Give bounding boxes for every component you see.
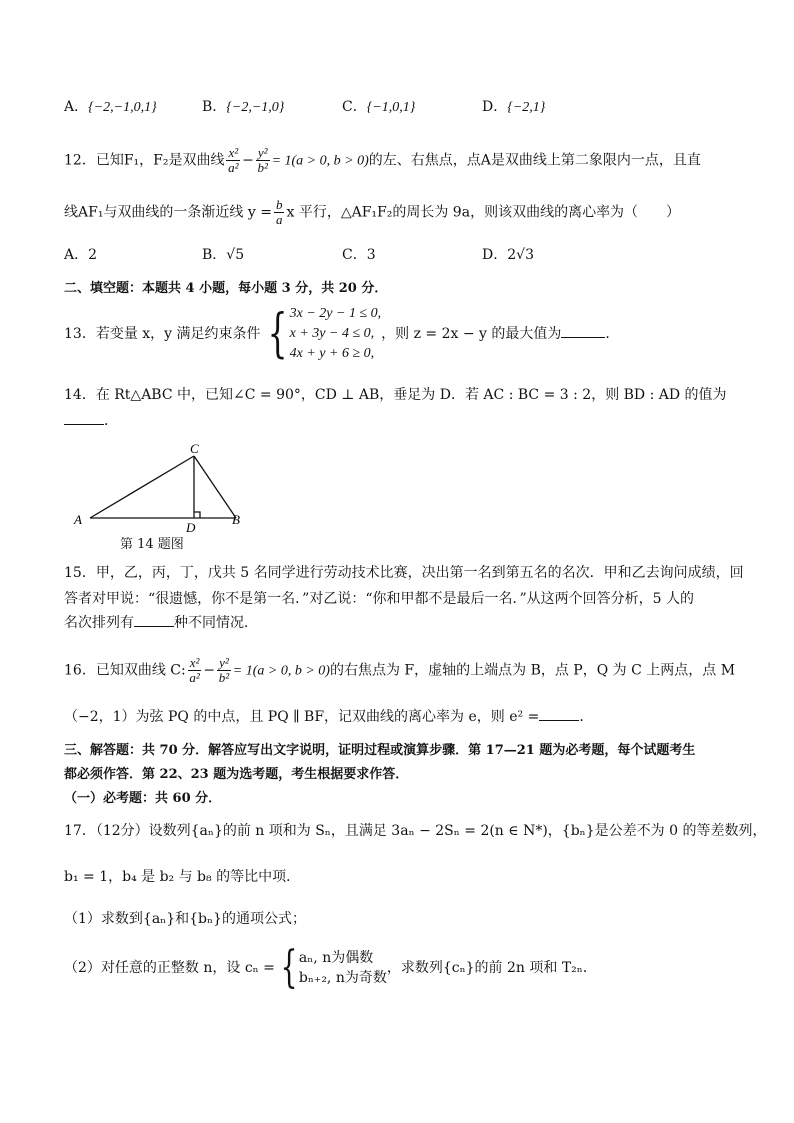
q11-option-a: A．{−2,−1,0,1} [64,99,157,115]
q17-part1: （1）求数到{aₙ}和{bₙ}的通项公式； [64,911,306,927]
q12-option-b: B．√5 [202,247,245,263]
q17-brace: { [280,942,298,993]
q14-answer-blank[interactable] [64,412,104,425]
q12-option-d: D．2√3 [482,247,534,263]
q12-fraction-y: $\frac{\text{y²}}{\text{b²}}$ [257,145,268,175]
q16-line1: 16．已知双曲线 C: $\frac{\text{x²}}{\text{a²}}$ − $\frac{\text{y²}}{\text{b²}}$ = 1(a > 0, b > 0)的右焦点为 F，虚轴的上端点为 B，点 P，Q 为 C 上两点，点 M [64,655,736,685]
right-angle-mark [194,512,200,518]
q17-line1: 17．（12分）设数列{aₙ}的前 n 项和为 Sₙ，且满足 3aₙ − 2Sₙ = 2(n ∈ N*)，{bₙ}是公差不为 0 的等差数列， [64,823,767,839]
q12-fraction-x: $\frac{\text{x²}}{\text{a²}}$ [228,145,239,175]
label-b: B [232,512,240,527]
q17-part2: （2）对任意的正整数 n，设 cₙ = { aₙ, n为偶数 bₙ₊₂, n为奇数 ，求数列{cₙ}的前 2n 项和 T₂ₙ． [64,942,597,993]
q12-option-c: C．3 [342,247,376,263]
q11-option-b: B．{−2,−1,0} [202,99,285,115]
q14-figure-caption: 第 14 题图 [120,537,184,552]
label-c: C [190,441,199,456]
q11-option-c: C．{−1,0,1} [342,99,416,115]
q17-line2: b₁ = 1，b₄ 是 b₂ 与 b₈ 的等比中项． [64,869,301,885]
q15-line1: 15．甲，乙，丙，丁，戊共 5 名同学进行劳动技术比赛，决出第一名到第五名的名次．甲和乙去询问成绩，回 [64,565,744,581]
q16-fraction-y: $\frac{\text{y²}}{\text{b²}}$ [218,655,230,685]
q14-line2: ． [64,412,118,430]
side-bc [194,456,236,518]
section3-line3: （一）必考题：共 60 分． [64,791,222,806]
q11-option-d: D．{−2,1} [482,99,546,115]
label-d: D [186,520,196,535]
section3-line2: 都必须作答．第 22、23 题为选考题，考生根据要求作答． [64,767,409,782]
section2-heading: 二、填空题：本题共 4 小题，每小题 3 分，共 20 分． [64,281,388,296]
q13-answer-blank[interactable] [561,325,605,338]
q12-fraction-ba: $\frac{b}{a}$ [275,197,283,227]
q16-line2: （−2，1）为弦 PQ 的中点，且 PQ ∥ BF，记双曲线的离心率为 e，则 e² = ． [64,709,594,725]
q12-line1: 12．已知F₁，F₂是双曲线 $\frac{\text{x²}}{\text{a²}}$ − $\frac{\text{y²}}{\text{b²}}$ = 1(a > 0, b > 0)的左、右焦点，点A是双曲线上第二象限内一点，且直 [64,145,701,175]
q17-cases: aₙ, n为偶数 bₙ₊₂, n为奇数 [298,950,387,986]
q16-answer-blank[interactable] [539,708,579,721]
q16-fraction-x: $\frac{\text{x²}}{\text{a²}}$ [189,655,200,685]
label-a: A [74,512,82,527]
q13-brace: { [267,304,288,364]
q14-figure [70,440,270,550]
q15-line2: 答者对甲说：“很遗憾，你不是第一名．”对乙说：“你和甲都不是最后一名．”从这两个回答分析，5 人的 [64,591,694,607]
q12-option-a: A．2 [64,247,98,263]
q13: 13．若变量 x，y 满足约束条件 { 3x − 2y − 1 ≤ 0, x + 3y − 4 ≤ 0, 4x + y + 6 ≥ 0, ，则 z = 2x − y 的最大值为 ． [64,304,620,364]
q14-line1: 14．在 Rt△ABC 中，已知∠C = 90°，CD ⊥ AB，垂足为 D．若 AC : BC = 3 : 2，则 BD : AD 的值为 [64,387,727,403]
q15-line3: 名次排列有 种不同情况． [64,615,258,631]
q13-constraints: 3x − 2y − 1 ≤ 0, x + 3y − 4 ≤ 0, 4x + y + 6 ≥ 0, [289,306,382,361]
q15-answer-blank[interactable] [134,614,174,627]
q12-line2: 线AF₁与双曲线的一条渐近线 y = $\frac{b}{a}$ x 平行，△AF₁F₂的周长为 9a，则该双曲线的离心率为（ ） [64,197,681,227]
side-ac [90,456,194,518]
section3-line1: 三、解答题：共 70 分．解答应写出文字说明，证明过程或演算步骤．第 17—21 题为必考题，每个试题考生 [64,743,696,758]
